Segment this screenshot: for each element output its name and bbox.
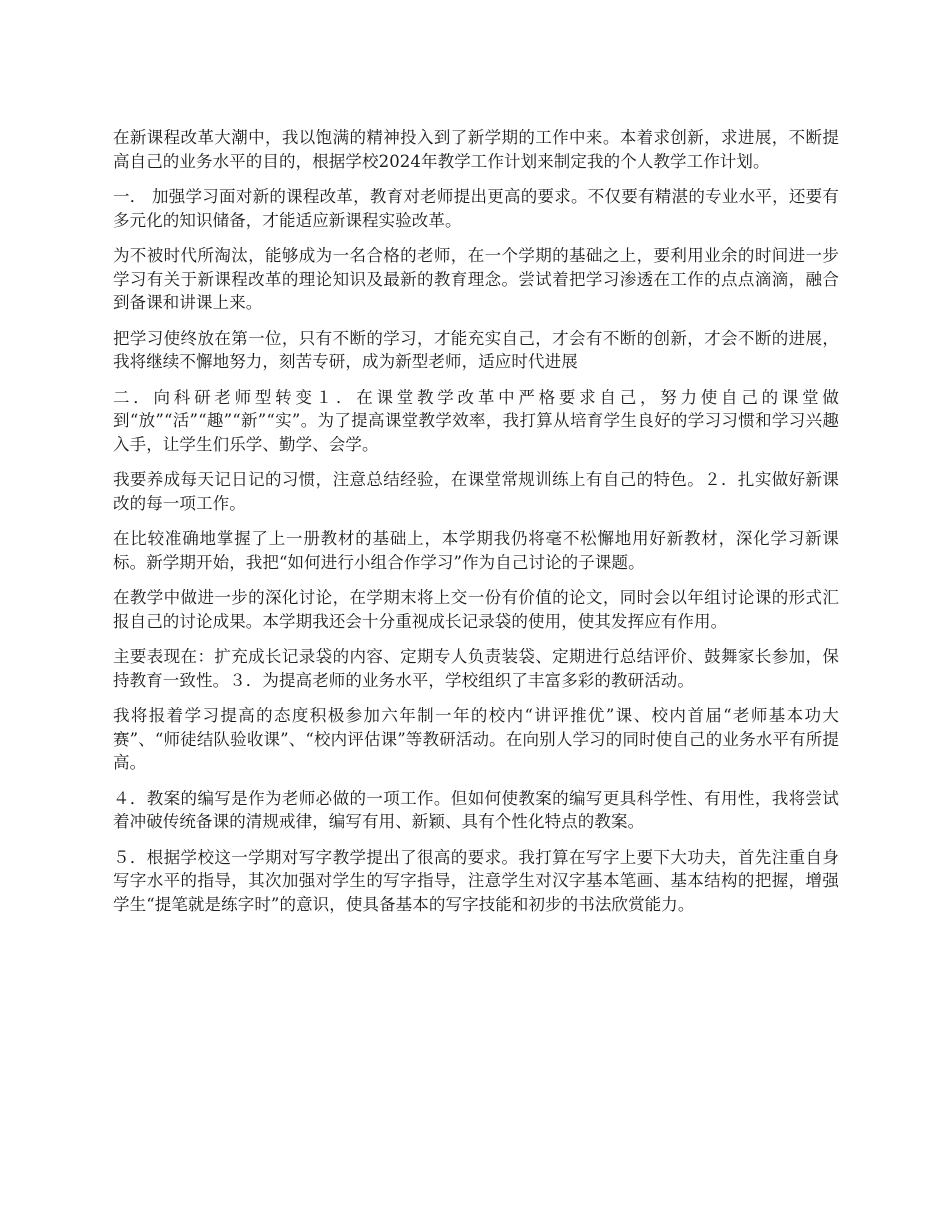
paragraph-new-textbook: 在比较准确地掌握了上一册教材的基础上，本学期我仍将毫不松懈地用好新教材，深化学习新课标。新学期开始，我把“如何进行小组合作学习”作为自己讨论的子课题。	[113, 529, 839, 572]
paragraph-lesson-plans: ４．教案的编写是作为老师必做的一项工作。但如何使教案的编写更具科学性、有用性，我将尝试着冲破传统备课的清规戒律，编写有用、新颖、具有个性化特点的教案。	[113, 788, 839, 831]
paragraph-calligraphy: ５．根据学校这一学期对写字教学提出了很高的要求。我打算在写字上要下大功夫，首先注重自身写字水平的指导，其次加强对学生的写字指导，注意学生对汉字基本笔画、基本结构的把握，增强学生“提笔就是练字时”的意识，使具备基本的写字技能和初步的书法欣赏能力。	[113, 847, 839, 914]
paragraph-section-2: 二．向科研老师型转变１．在课堂教学改革中严格要求自己，努力使自己的课堂做到“放”“活”“趣”“新”“实”。为了提高课堂教学效率，我打算从培育学生良好的学习习惯和学习兴趣入手，让学生们乐学、勤学、会学。	[113, 387, 839, 454]
paragraph-diary: 我要养成每天记日记的习惯，注意总结经验，在课堂常规训练上有自己的特色。２．扎实做好新课改的每一项工作。	[113, 470, 839, 513]
paragraph-study-time: 为不被时代所淘汰，能够成为一名合格的老师，在一个学期的基础之上，要利用业余的时间进一步学习有关于新课程改革的理论知识及最新的教育理念。尝试着把学习渗透在工作的点点滴滴，融合到备课和讲课上来。	[113, 246, 839, 312]
paragraph-section-1: 一． 加强学习面对新的课程改革，教育对老师提出更高的要求。不仅要有精湛的专业水平，还要有多元化的知识储备，才能适应新课程实验改革。	[113, 187, 839, 230]
paragraph-intro: 在新课程改革大潮中，我以饱满的精神投入到了新学期的工作中来。本着求创新，求进展，不断提高自己的业务水平的目的，根据学校2024年教学工作计划来制定我的个人教学工作计划。	[113, 128, 839, 171]
paragraph-growth-record: 主要表现在：扩充成长记录袋的内容、定期专人负责装袋、定期进行总结评价、鼓舞家长参加，保持教育一致性。３．为提高老师的业务水平，学校组织了丰富多彩的教研活动。	[113, 647, 839, 690]
document-body	[113, 126, 839, 928]
paragraph-study-first: 把学习使终放在第一位，只有不断的学习，才能充实自己，才会有不断的创新，才会不断的进展，我将继续不懈地努力，刻苦专研，成为新型老师，适应时代进展	[113, 328, 839, 371]
paragraph-teaching-activities: 我将报着学习提高的态度积极参加六年制一年的校内“讲评推优”课、校内首届“老师基本功大赛”、“师徒结队验收课”、“校内评估课”等教研活动。在向别人学习的同时使自己的业务水平有所提高。	[113, 706, 839, 772]
paragraph-research: 在教学中做进一步的深化讨论，在学期末将上交一份有价值的论文，同时会以年组讨论课的形式汇报自己的讨论成果。本学期我还会十分重视成长记录袋的使用，使其发挥应有作用。	[113, 588, 839, 631]
